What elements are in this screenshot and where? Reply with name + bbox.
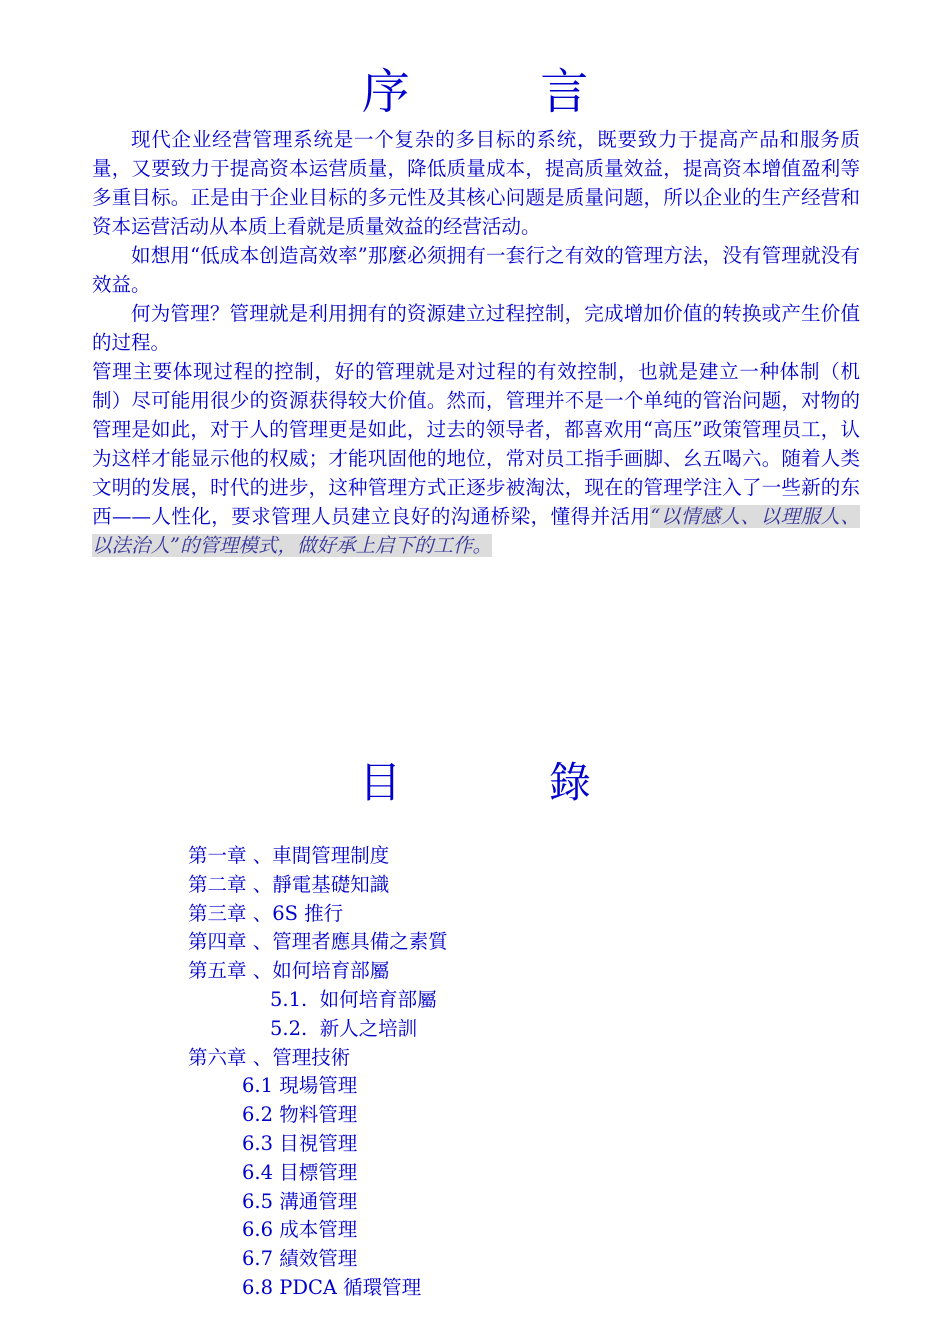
preface-paragraph-2: 如想用“低成本创造高效率”那麼必须拥有一套行之有效的管理方法，没有管理就没有效益。 <box>92 244 860 296</box>
toc-entry[interactable]: 第二章 、靜電基礎知識 <box>188 872 390 896</box>
highlighted-phrase: “以情感人、以理服人、以法治人”的管理模式，做好承上启下的工作。 <box>92 505 860 557</box>
toc-entry[interactable]: 第四章 、管理者應具備之素質 <box>188 930 448 954</box>
toc-entry[interactable]: 6.1 現場管理 <box>242 1074 358 1098</box>
toc-entry[interactable]: 6.5 溝通管理 <box>242 1189 358 1213</box>
toc-entry[interactable]: 6.3 目視管理 <box>242 1131 358 1155</box>
toc-entry[interactable]: 5.1. 如何培育部屬 <box>270 987 437 1011</box>
toc-title: 目 錄 <box>359 758 659 807</box>
preface-paragraph-3: 何为管理？管理就是利用拥有的资源建立过程控制，完成增加价值的转换或产生价值的过程。 <box>92 302 860 354</box>
preface-paragraph-4-text: 管理主要体现过程的控制，好的管理就是对过程的有效控制，也就是建立一种体制（机制）尽可能用很少的资源获得较大价值。然而，管理并不是一个单纯的管治问题，对物的管理是如此，对于人的管理更是如此，过去的领导者，都喜欢用“高压”政策管理员工，认为这样才能显示他的权威；才能巩固他的地位，常对员工指手画脚、幺五喝六。随着人类文明的发展，时代的进步，这种管理方式正逐步被淘汰，现在的管理学注入了一些新的东西——人性化，要求管理人员建立良好的沟通桥梁，懂得并活用 <box>92 360 860 528</box>
preface-body <box>92 125 860 560</box>
preface-paragraph-1: 现代企业经营管理系统是一个复杂的多目标的系统，既要致力于提高产品和服务质量，又要致力于提高资本运营质量，降低质量成本，提高质量效益，提高资本增值盈利等多重目标。正是由于企业目标的多元性及其核心问题是质量问题，所以企业的生产经营和资本运营活动从本质上看就是质量效益的经营活动。 <box>92 128 860 238</box>
toc-entry[interactable]: 第六章 、管理技術 <box>188 1045 351 1069</box>
toc-entry[interactable]: 第三章 、6S 推行 <box>188 901 344 925</box>
toc-entry[interactable]: 第一章 、車間管理制度 <box>188 844 390 867</box>
toc-entry[interactable]: 6.8 PDCA 循環管理 <box>242 1275 422 1299</box>
preface-paragraph-4 <box>92 357 860 560</box>
toc-entry[interactable]: 6.4 目標管理 <box>242 1160 358 1184</box>
toc-entry[interactable]: 6.7 績效管理 <box>242 1247 358 1271</box>
table-of-contents <box>188 842 448 1303</box>
toc-entry[interactable]: 6.6 成本管理 <box>242 1218 358 1242</box>
toc-entry[interactable]: 第五章 、如何培育部屬 <box>188 959 390 983</box>
toc-entry[interactable]: 6.2 物料管理 <box>242 1103 358 1127</box>
toc-entry[interactable]: 5.2. 新人之培訓 <box>270 1016 418 1040</box>
preface-title: 序 言 <box>361 64 646 120</box>
